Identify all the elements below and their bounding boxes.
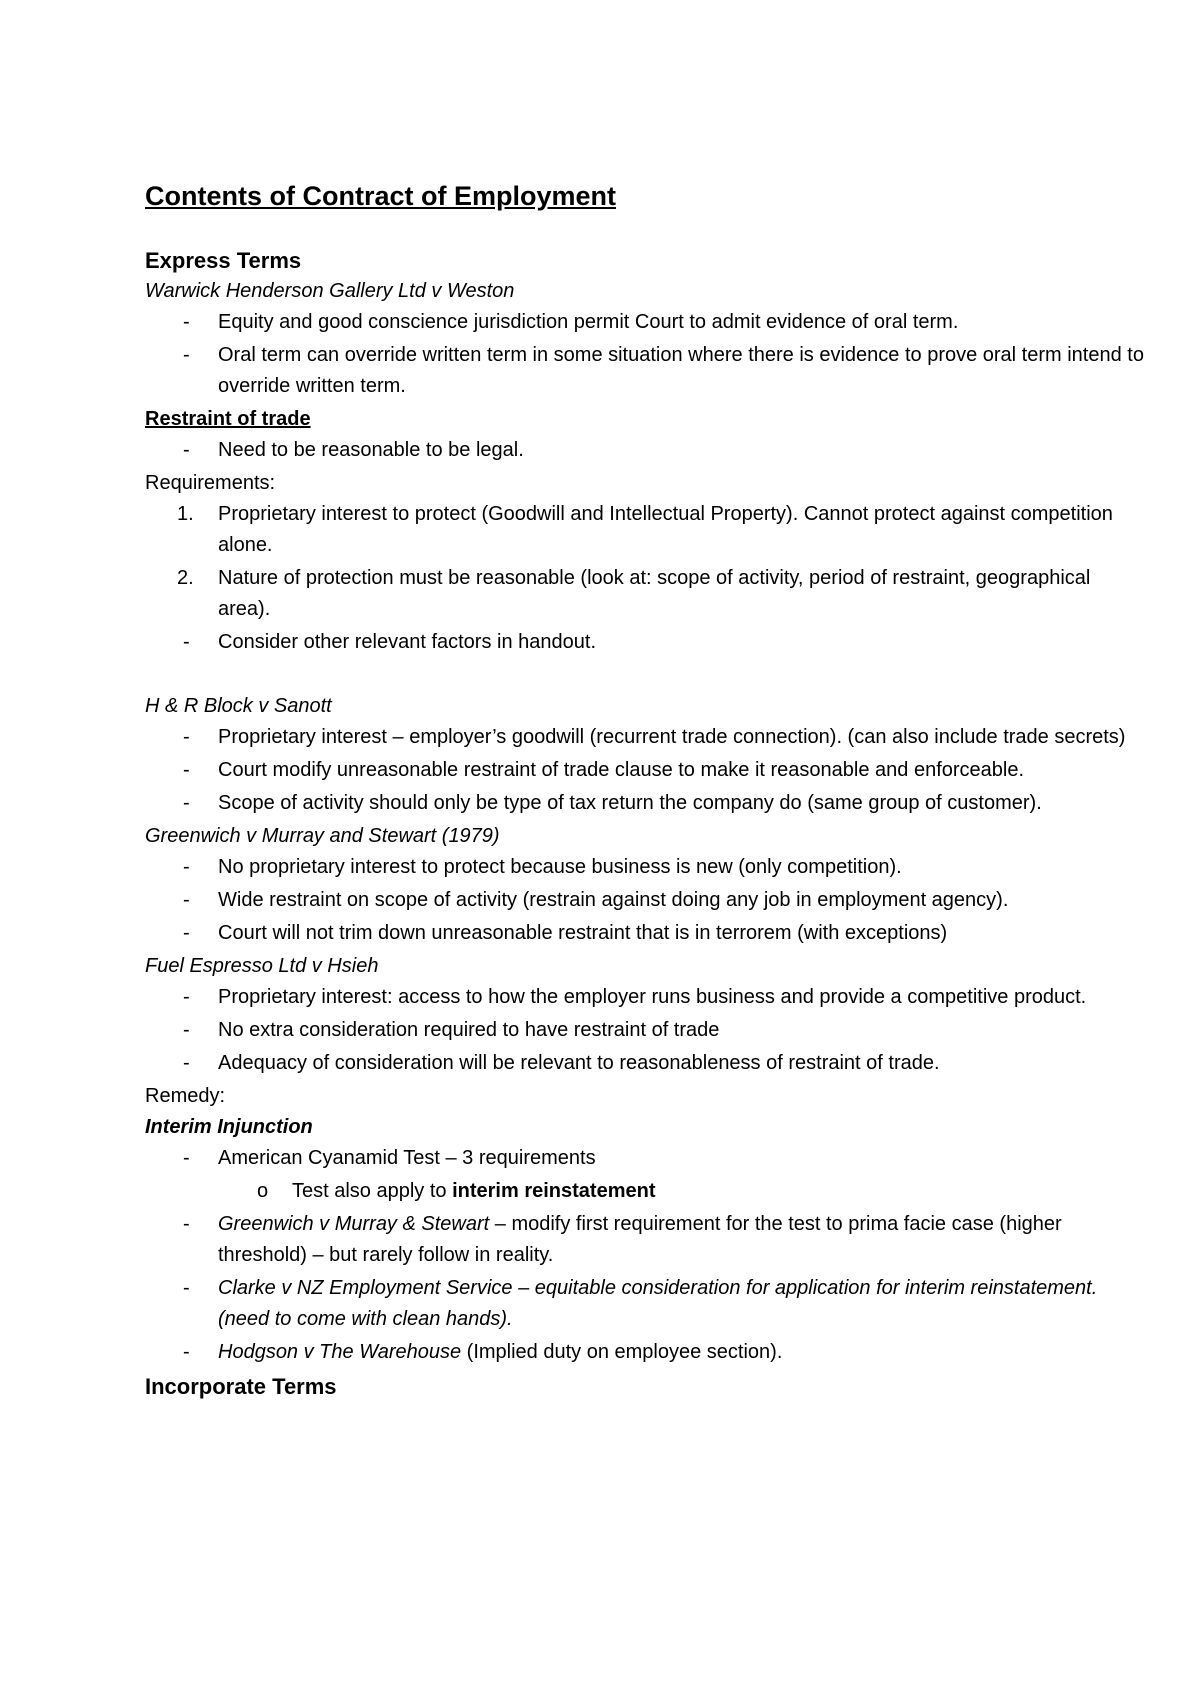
interim-injunction-heading: Interim Injunction — [145, 1116, 313, 1138]
list-item: - Need to be reasonable to be legal. — [183, 439, 524, 461]
list-item: - No extra consideration required to have restraint of trade — [183, 1019, 720, 1041]
list-item: - Scope of activity should only be type of tax return the company do (same group of customer). — [183, 792, 1042, 814]
page-title: Contents of Contract of Employment — [145, 181, 616, 211]
document-body — [145, 246, 1145, 1402]
list-item: - Adequacy of consideration will be relevant to reasonableness of restraint of trade. — [183, 1052, 940, 1074]
list-item: - No proprietary interest to protect because business is new (only competition). — [183, 856, 902, 878]
list-item: - Court will not trim down unreasonable restraint that is in terrorem (with exceptions) — [183, 922, 948, 944]
express-terms-heading: Express Terms — [145, 248, 302, 273]
list-item: - Oral term can override written term in some situation where there is evidence to prove oral term intend to override written term. — [183, 344, 1144, 397]
requirements-label: Requirements: — [145, 472, 276, 494]
sub-list-item: o Test also apply to interim reinstatement — [257, 1180, 656, 1202]
list-item: - Wide restraint on scope of activity (restrain against doing any job in employment agency). — [183, 889, 1009, 911]
case-hr-block: H & R Block v Sanott — [145, 695, 332, 717]
numbered-item: 1. Proprietary interest to protect (Goodwill and Intellectual Property). Cannot protect against competition alone. — [177, 503, 1113, 556]
case-greenwich: Greenwich v Murray and Stewart (1979) — [145, 825, 500, 847]
list-item: - Proprietary interest: access to how the employer runs business and provide a competitive product. — [183, 986, 1087, 1008]
list-item: - Proprietary interest – employer’s goodwill (recurrent trade connection). (can also include trade secrets) — [183, 726, 1126, 748]
incorporate-terms-heading: Incorporate Terms — [145, 1374, 337, 1399]
list-item: - Clarke v NZ Employment Service – equitable consideration for application for interim reinstatement. (need to come with clean hands). — [183, 1277, 1098, 1330]
case-fuel-espresso: Fuel Espresso Ltd v Hsieh — [145, 955, 379, 977]
case-warwick: Warwick Henderson Gallery Ltd v Weston — [145, 280, 515, 302]
list-item: - American Cyanamid Test – 3 requirements — [183, 1147, 596, 1169]
list-item: - Consider other relevant factors in handout. — [183, 631, 596, 653]
restraint-heading: Restraint of trade — [145, 408, 311, 430]
numbered-item: 2. Nature of protection must be reasonable (look at: scope of activity, period of restraint, geographical area). — [177, 567, 1091, 620]
list-item: - Hodgson v The Warehouse (Implied duty on employee section). — [183, 1341, 783, 1363]
remedy-label: Remedy: — [145, 1085, 226, 1107]
list-item: - Greenwich v Murray & Stewart – modify first requirement for the test to prima facie case (higher threshold) – but rarely follow in reality. — [183, 1213, 1062, 1266]
list-item: - Court modify unreasonable restraint of trade clause to make it reasonable and enforceable. — [183, 759, 1025, 781]
list-item: - Equity and good conscience jurisdiction permit Court to admit evidence of oral term. — [183, 311, 959, 333]
spacer — [145, 660, 1145, 691]
